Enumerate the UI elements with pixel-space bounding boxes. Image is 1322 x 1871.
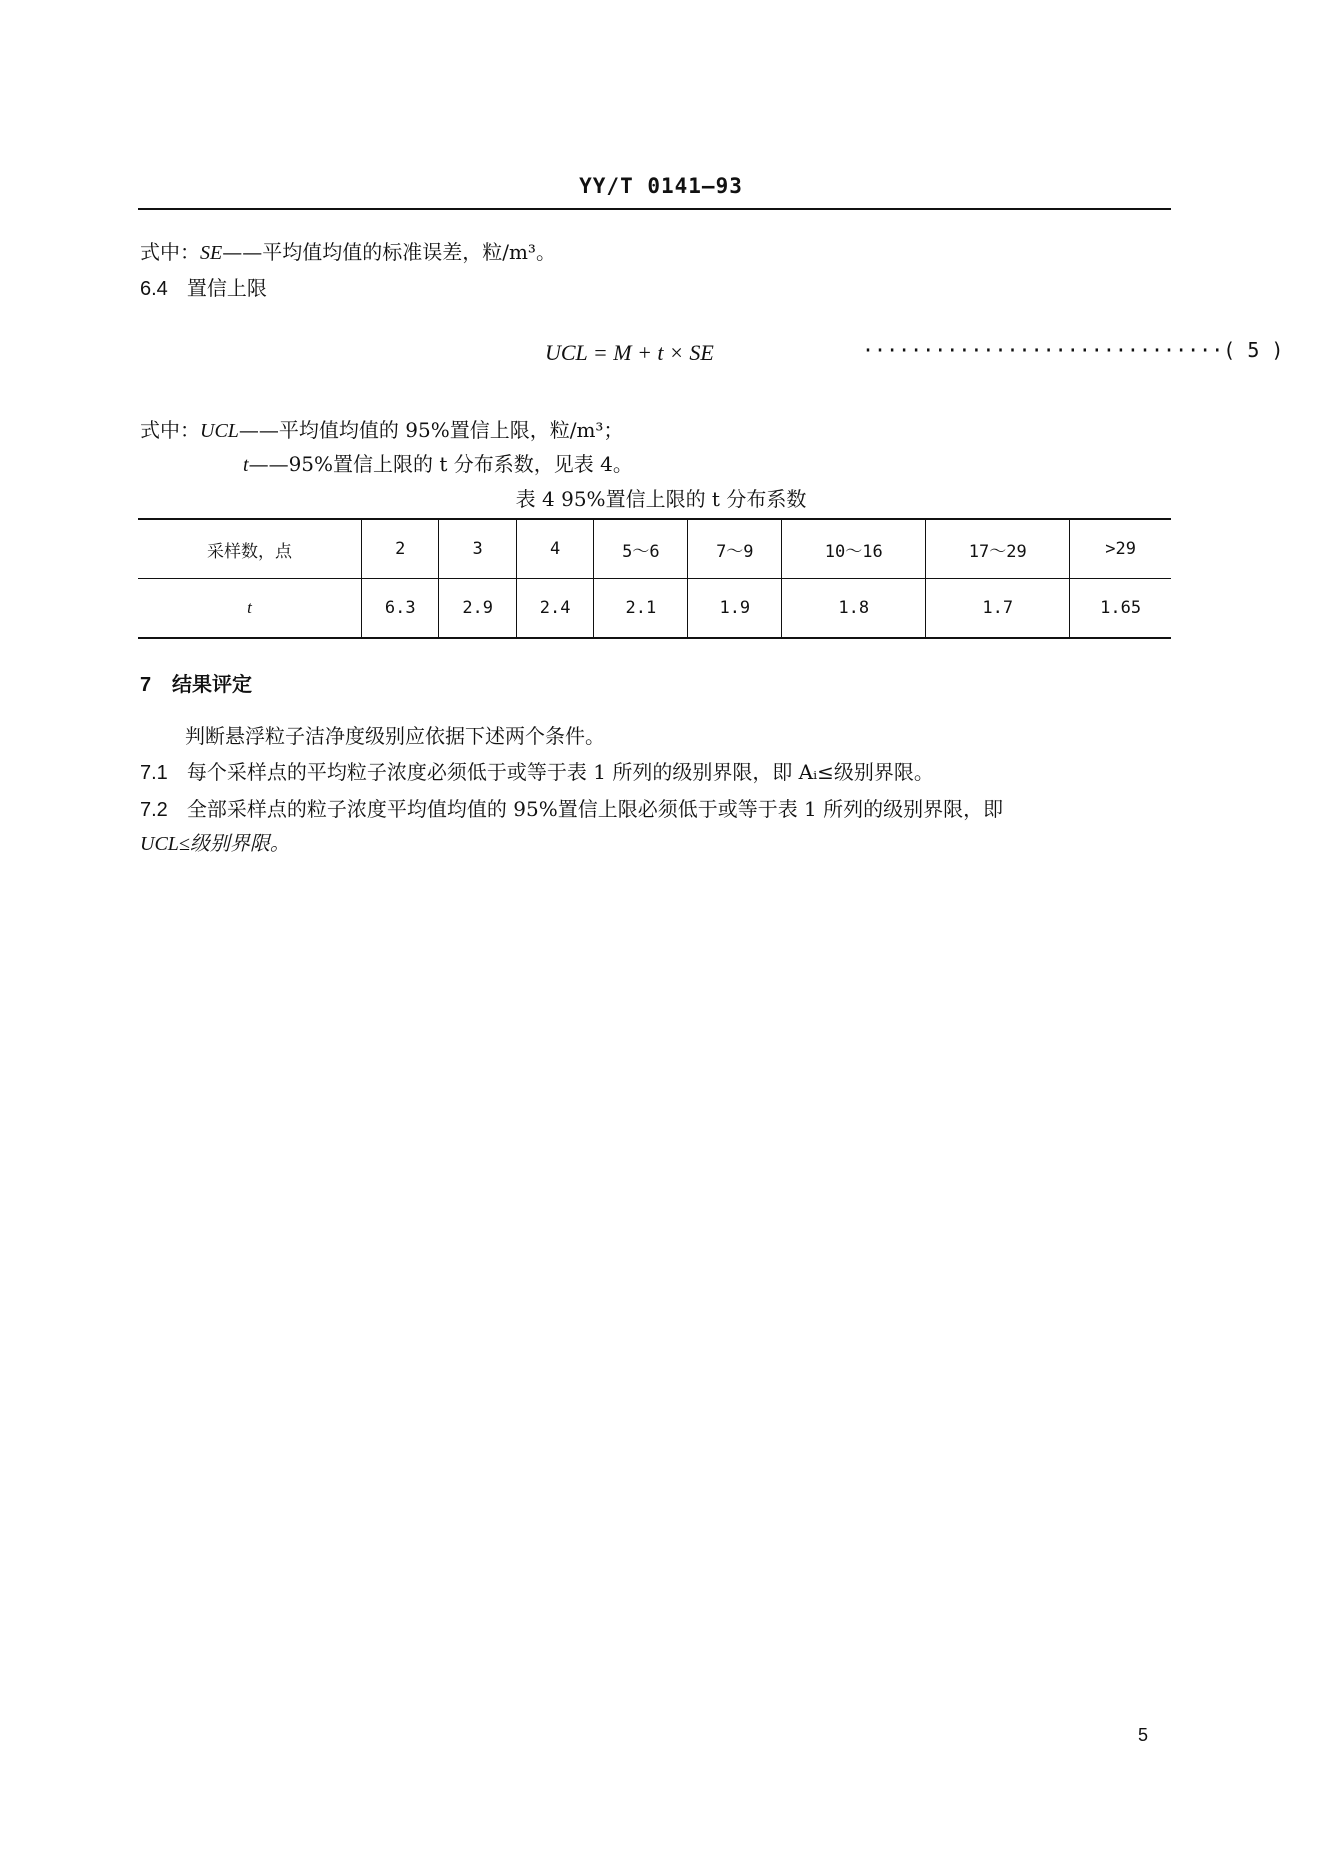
value-cell: 2.4 — [516, 579, 593, 639]
t-symbol: t — [243, 454, 249, 476]
column-cell: 10～16 — [782, 519, 926, 579]
column-cell: 2 — [362, 519, 439, 579]
item-7-2-number: 7.2 — [140, 799, 168, 821]
ucl-definition — [140, 416, 623, 445]
se-definition — [140, 238, 556, 267]
column-cell: >29 — [1070, 519, 1171, 579]
section-6-4-number: 6.4 — [140, 278, 168, 300]
value-cell: 2.9 — [439, 579, 516, 639]
value-cell: 1.65 — [1070, 579, 1171, 639]
table-4 — [138, 518, 1171, 639]
column-cell: 7～9 — [688, 519, 782, 579]
document-code: YY/T 0141—93 — [579, 174, 743, 198]
formula-dots: ······························ — [862, 338, 1224, 362]
item-7-2-line2: UCL≤级别界限。 — [140, 833, 290, 855]
ucl-symbol: UCL — [200, 420, 239, 442]
header-label-cell: 采样数，点 — [138, 519, 362, 579]
column-cell: 17～29 — [926, 519, 1070, 579]
table-t-row — [138, 579, 1171, 639]
table-4-caption: 表 4 95%置信上限的 t 分布系数 — [515, 487, 807, 511]
formula-leader-dots — [862, 338, 1283, 362]
t-definition — [243, 450, 633, 479]
ucl-formula: UCL = M + t × SE — [545, 340, 714, 365]
value-cell: 6.3 — [362, 579, 439, 639]
column-cell: 4 — [516, 519, 593, 579]
se-symbol: SE — [200, 242, 223, 264]
column-cell: 3 — [439, 519, 516, 579]
value-cell: 1.8 — [782, 579, 926, 639]
se-prefix: 式中： — [140, 240, 200, 264]
page-number: 5 — [1138, 1725, 1149, 1745]
table-header-row — [138, 519, 1171, 579]
ucl-text: ——平均值均值的 95%置信上限，粒/m³； — [238, 418, 624, 442]
item-7-1-number: 7.1 — [140, 762, 168, 784]
section-7-number: 7 — [140, 674, 152, 696]
value-cell: 1.9 — [688, 579, 782, 639]
header-rule — [138, 208, 1171, 210]
section-7-heading — [140, 670, 252, 699]
row-label-cell: t — [138, 579, 362, 639]
section-6-4-heading — [140, 274, 267, 303]
section-6-4-title: 置信上限 — [186, 276, 267, 300]
section-7-intro: 判断悬浮粒子洁净度级别应依据下述两个条件。 — [185, 724, 605, 748]
item-7-2 — [140, 795, 1003, 824]
item-7-1-text: 每个采样点的平均粒子浓度必须低于或等于表 1 所列的级别界限，即 Aᵢ≤级别界限。 — [186, 760, 934, 784]
column-cell: 5～6 — [594, 519, 688, 579]
value-cell: 2.1 — [594, 579, 688, 639]
section-7-title: 结果评定 — [172, 672, 253, 696]
ucl-prefix: 式中： — [140, 418, 200, 442]
item-7-2-line1: 全部采样点的粒子浓度平均值均值的 95%置信上限必须低于或等于表 1 所列的级别界限，即 — [186, 797, 1004, 821]
se-text: ——平均值均值的标准误差，粒/m³。 — [222, 240, 556, 264]
value-cell: 1.7 — [926, 579, 1070, 639]
formula-number: ( 5 ) — [1223, 338, 1284, 362]
item-7-1 — [140, 758, 934, 787]
t-text: ——95%置信上限的 t 分布系数，见表 4。 — [248, 452, 633, 476]
